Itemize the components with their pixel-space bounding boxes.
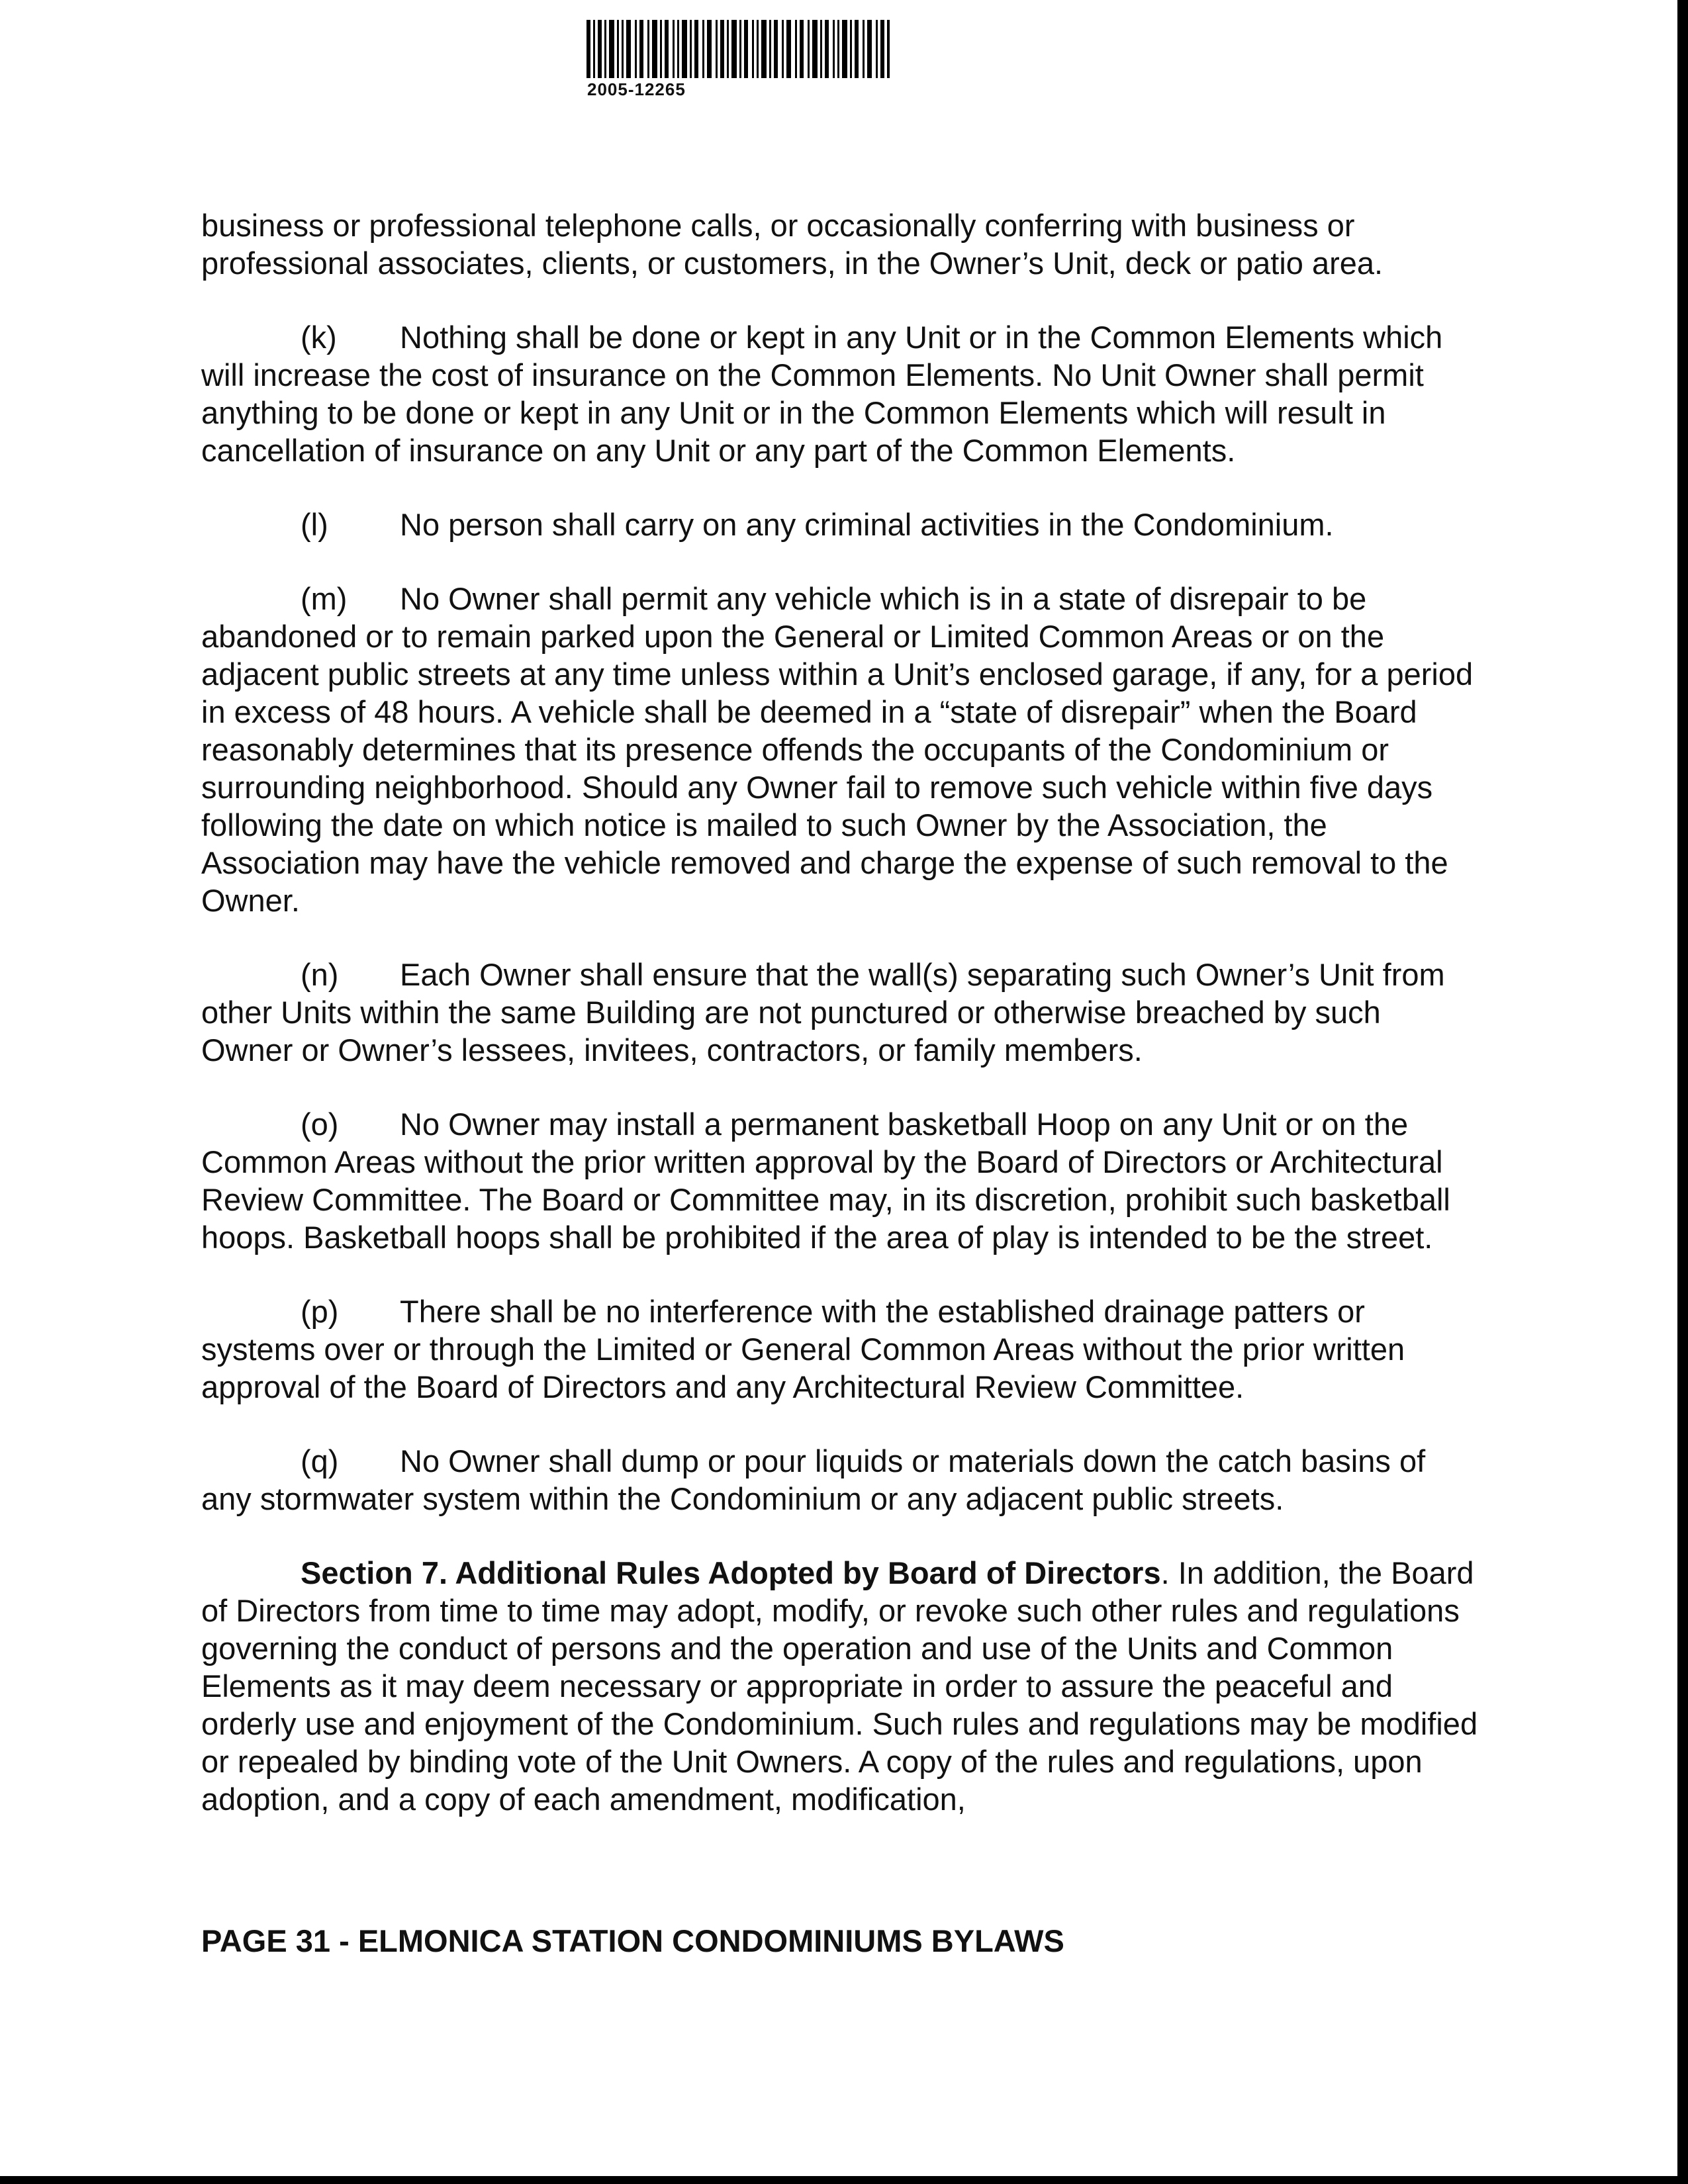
paragraph-n (201, 956, 1479, 1069)
paragraph-k (201, 318, 1479, 469)
item-label: (q) (301, 1443, 339, 1479)
item-text: There shall be no interference with the established drainage patters or systems over or through the Limited or General Common Areas without the prior written approval of the Board of Directors and any Architectural Review Committee. (201, 1294, 1405, 1404)
item-label: (p) (301, 1294, 339, 1329)
item-text: Nothing shall be done or kept in any Unit or in the Common Elements which will increase the cost of insurance on the Common Elements. No Unit Owner shall permit anything to be done or kept in any Unit or in the Common Elements which will result in cancellation of insurance on any Unit or any part of the Common Elements. (201, 320, 1443, 468)
document-body (201, 206, 1479, 1854)
item-label: (n) (301, 957, 339, 992)
item-label: (m) (301, 581, 348, 616)
item-text: No Owner may install a permanent basketball Hoop on any Unit or on the Common Areas without the prior written approval by the Board of Directors or Architectural Review Committee. The Board or Committee may, in its discretion, prohibit such basketball hoops. Basketball hoops shall be prohibited if the area of play is intended to be the street. (201, 1107, 1450, 1255)
paragraph-p (201, 1293, 1479, 1406)
section-7-paragraph (201, 1554, 1479, 1818)
scan-edge-bottom (0, 2176, 1688, 2184)
scan-edge-right (1677, 0, 1688, 2184)
barcode-number: 2005-12265 (587, 79, 686, 99)
section-7-body: . In addition, the Board of Directors from time to time may adopt, modify, or revoke such other rules and regulations governing the conduct of persons and the operation and use of the Units and Common Elements as it may deem necessary or appropriate in order to assure the peaceful and orderly use and enjoyment of the Condominium. Such rules and regulations may be modified or repealed by binding vote of the Unit Owners. A copy of the rules and regulations, upon adoption, and a copy of each amendment, modification, (201, 1555, 1478, 1817)
item-text: Each Owner shall ensure that the wall(s) separating such Owner’s Unit from other Units within the same Building are not punctured or otherwise breached by such Owner or Owner’s lessees, invitees, contractors, or family members. (201, 957, 1445, 1068)
item-text: No Owner shall dump or pour liquids or materials down the catch basins of any stormwater system within the Condominium or any adjacent public streets. (201, 1443, 1426, 1516)
paragraph-o (201, 1105, 1479, 1256)
page-footer: PAGE 31 - ELMONICA STATION CONDOMINIUMS BYLAWS (201, 1923, 1064, 1958)
paragraph-m (201, 580, 1479, 919)
paragraph-l (201, 506, 1479, 543)
item-text: No Owner shall permit any vehicle which is in a state of disrepair to be abandoned or to remain parked upon the General or Limited Common Areas or on the adjacent public streets at any time unless within a Unit’s enclosed garage, if any, for a period in excess of 48 hours. A vehicle shall be deemed in a “state of disrepair” when the Board reasonably determines that its presence offends the occupants of the Condominium or surrounding neighborhood. Should any Owner fail to remove such vehicle within five days following the date on which notice is mailed to such Owner by the Association, the Association may have the vehicle removed and charge the expense of such removal to the Owner. (201, 581, 1474, 918)
item-text: No person shall carry on any criminal activities in the Condominium. (400, 507, 1334, 542)
item-label: (o) (301, 1107, 339, 1142)
section-7-heading: Section 7. Additional Rules Adopted by Board of Directors (301, 1555, 1161, 1590)
paragraph-q (201, 1442, 1479, 1518)
item-label: (k) (301, 320, 337, 355)
item-label: (l) (301, 507, 328, 542)
intro-paragraph: business or professional telephone calls, or occasionally conferring with business or professional associates, clients, or customers, in the Owner’s Unit, deck or patio area. (201, 208, 1383, 281)
